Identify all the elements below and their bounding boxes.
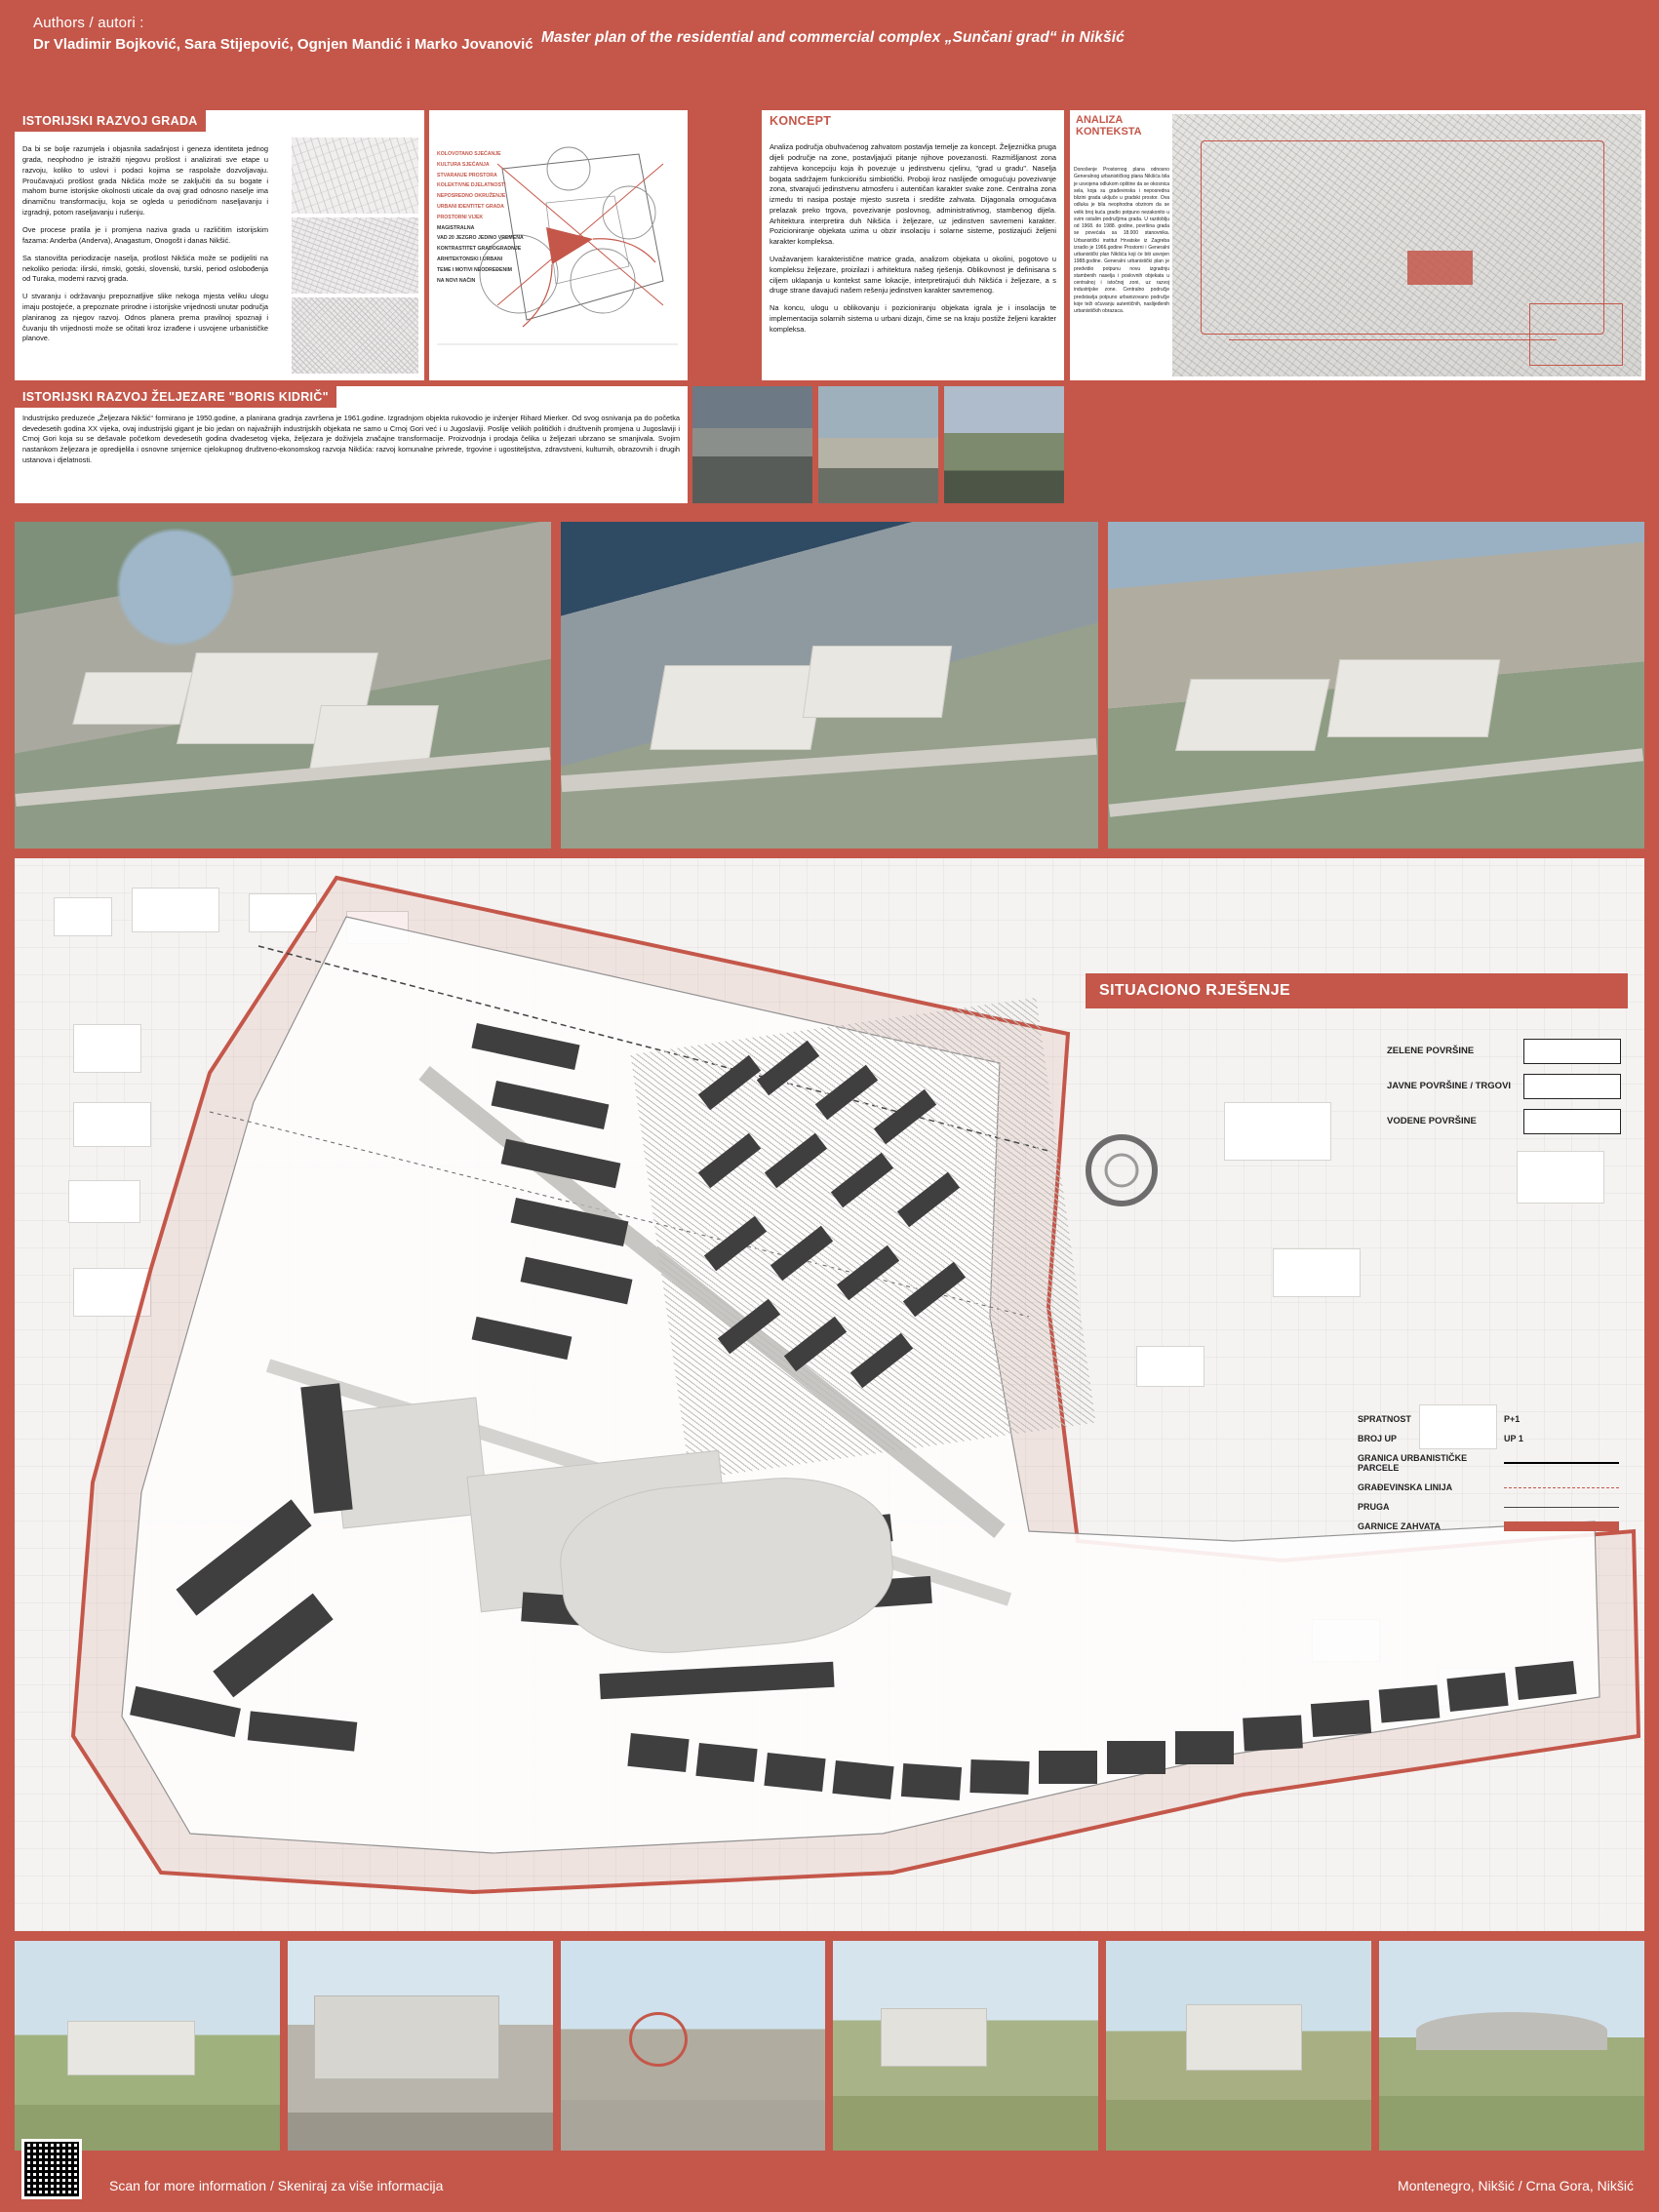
legend-symbol-garnice-zahvata	[1504, 1521, 1619, 1531]
aerial-render-3	[1108, 522, 1644, 849]
history-thumbnails	[292, 138, 418, 377]
legend-label-pruga: PRUGA	[1358, 1501, 1390, 1512]
history-paragraph-2: Ove procese pratila je i promjena naziva grada u različitim istorijskim fazama: Anderba (Anderva), Anagastum, Onogošt i danas Nikšić.	[22, 224, 268, 245]
history-paragraph-3: Sa stanovišta periodizacije naselja, prošlost Nikšića može se podijeliti na nekoliko perioda: ilirski, rimski, gotski, slovenski, turski, period oslobođenja od Turaka, moderni razvoj grada.	[22, 253, 268, 284]
concept-legend-item-3: KOLEKTIVNE DJELATNOSTI	[437, 182, 506, 189]
aerial-render-1	[15, 522, 551, 849]
panel-concept-text	[762, 110, 1064, 380]
authors-names: Dr Vladimir Bojković, Sara Stijepović, Ognjen Mandić i Marko Jovanović	[33, 35, 533, 53]
panel-history-title: ISTORIJSKI RAZVOJ GRADA	[15, 110, 206, 132]
panel-concept-diagram	[429, 110, 688, 380]
poster-header	[0, 0, 1659, 66]
legend-row-spratnost	[1358, 1414, 1621, 1425]
concept-legend-item-10: ARHITEKTONSKI I URBANI	[437, 256, 503, 262]
concept-legend-item-12: NA NOVI NAČIN	[437, 277, 476, 284]
panel-concept-title: KONCEPT	[770, 114, 832, 128]
ground-render-1	[15, 1941, 280, 2151]
panel-context-analysis	[1070, 110, 1645, 380]
ground-render-5	[1106, 1941, 1371, 2151]
concept-diagram-legend	[437, 151, 524, 288]
legend-symbol-pruga	[1504, 1507, 1619, 1508]
concept-legend-item-0: KOLOVOTANO SJEĆANJE	[437, 151, 501, 157]
legend-swatch-public	[1523, 1074, 1621, 1099]
concept-legend-item-8: VAD 20 JEZGRO JEDINO VREMENA	[437, 235, 524, 242]
legend-label-gradjevinska-linija: GRAĐEVINSKA LINIJA	[1358, 1482, 1453, 1493]
aerial-render-2	[561, 522, 1097, 849]
panel-steelworks-history	[15, 386, 688, 503]
legend-value-spratnost: P+1	[1504, 1414, 1521, 1425]
concept-legend-item-2: STVARANJE PROSTORA	[437, 172, 497, 178]
legend-label-broj-up: BROJ UP	[1358, 1433, 1398, 1443]
footer-scan-text: Scan for more information / Skeniraj za više informacija	[109, 2178, 444, 2193]
context-analysis-map	[1172, 114, 1641, 376]
legend-swatch-water	[1523, 1109, 1621, 1134]
legend-row-garnice-zahvata	[1358, 1521, 1621, 1532]
panel-steelworks-title: ISTORIJSKI RAZVOJ ŽELJEZARE "BORIS KIDRIČ"	[15, 386, 336, 408]
history-paragraph-1: Da bi se bolje razumjela i objasnila sadašnjost i geneza identiteta jednog grada, neophodno je istražiti njegovu prošlost i analizirati sve etape u razvoju, koliko to uslovi i podaci kojima se raspolaže dozvoljavaju. Proučavajući prošlost grada Nikšića može se zaključiti da su bogate i mahom burne istorijske okolnosti uticale da ovaj grad odnosno naselje ima dinamičnu transformaciju, koja se ogleda u periodičnom naseljavanju i izgradnji, potom raseljavanju i rušenju.	[22, 144, 268, 217]
steelworks-photo-3	[944, 386, 1064, 503]
concept-legend-item-9: KONTRASTITET GRADOGRADNJE	[437, 246, 522, 253]
context-detail-frame	[1529, 303, 1623, 367]
concept-legend-item-5: URBANI IDENTITET GRADA	[437, 203, 504, 210]
context-railway-line	[1229, 339, 1558, 340]
panel-history-of-city	[15, 110, 424, 380]
legend-label-public: JAVNE POVRŠINE / TRGOVI	[1387, 1081, 1512, 1092]
legend-swatch-green	[1523, 1039, 1621, 1064]
steelworks-paragraph-1: Industrijsko preduzeće „Željezara Nikšić“ formirano je 1950.godine, a planirana gradnja završena je 1961.godine. Izgradnjom objekta rukovodio je inženjer Rihard Mierker. Od svog osnivanja pa do početka devedesetih godina XX vijeka, ovaj industrijski gigant je bio jedan on najvažnijih industrijskih objekata ne samo u Crnoj Gori već i u Jugoslaviji. Poslije velikih političkih i društvenih promjena u Jugoslaviji i Crnoj Gori koja su se dešavale početkom devedesetih godina dvadesetog vijeka, željezara je doživjela značajne transformacije. Proizvodnja i prodaja čelika u željezari ubrzano se smanjivala. Svojim nastankom željezara je opredijelila i osnovne smjernice cjelokupnog društveno-ekonomskog razvoja Nikšića: razvoj komunalne privrede, trgovine i ugostiteljstva, zdravstveni, kulturnih, obrazovnih i drugih ustanova i djelatnosti.	[22, 414, 680, 464]
concept-legend-item-1: KULTURA SJEĆANJA	[437, 161, 490, 168]
legend-label-granica-parcele: GRANICA URBANISTIČKE PARCELE	[1358, 1452, 1468, 1474]
legend-row-green-surfaces	[1387, 1039, 1621, 1064]
legend-value-broj-up: UP 1	[1504, 1434, 1523, 1444]
analiza-sidetext: Donošenje Prostornog plana odnosno Generalnog urbanističkog plana Nikšića bila je usvojena odlukom opštine da se okosnica sela, koja su građevinska i neposredna blizini grada uključe u gradski prostor. Ova odluka je bila neophodna obzirom da se velik broj kuća gradio potpuno nezakonito u svim ostalim područjima grada. U razdoblju od 1968. do 1988. godine, površina grada se povećala sa 18.000 stanovnika. Urbanistički institut Hrvatske iz Zagreba izradio je 1966.godine Prostorni i Generalni urbanistički plan Nikšića koji će biti usvojen 1988.godine. Generalni urbanistički plan je predvidio potpunu novu izgradnju stambenih naselja i poslovnih objekata u centralnoj i istočnoj zoni, uz razvoj industrijske zone. Centralno područje predstavlja potpuno urbanizovano područje koje teži očuvanju autentičnih, naslijeđenih urbanističkih obrazaca.	[1074, 167, 1169, 314]
ground-render-3	[561, 1941, 826, 2151]
ground-render-2	[288, 1941, 553, 2151]
steelworks-photos	[692, 386, 1064, 503]
steelworks-photo-2	[818, 386, 938, 503]
analiza-title-line2: KONTEKSTA	[1076, 126, 1142, 138]
legend-row-pruga	[1358, 1502, 1621, 1513]
historic-map-thumbnail-1	[292, 138, 418, 214]
legend-row-broj-up	[1358, 1434, 1621, 1444]
legend-symbol-granica-parcele	[1504, 1462, 1619, 1464]
page-title: Master plan of the residential and commercial complex „Sunčani grad“ in Nikšić	[541, 29, 1125, 46]
concept-paragraph-3: Na koncu, ulogu u oblikovanju i pozicioniranju objekata igrala je i insolacija te implementacija solarnih sistema u urbani dizajn, čime se na kraju postiže željeni karakter kompleksa.	[770, 303, 1056, 334]
aerial-render-row	[15, 522, 1644, 849]
poster-footer	[0, 2160, 1659, 2212]
concept-legend-item-6: PROSTORNI VIJEK	[437, 214, 484, 220]
site-plan-symbol-legend	[1358, 1414, 1621, 1541]
qr-code[interactable]	[21, 2139, 82, 2199]
concept-legend-item-11: TEME I MOTIVI NEODREĐENIM	[437, 266, 512, 273]
concept-legend-item-4: NEPOSREDNO OKRUŽENJE	[437, 193, 506, 200]
legend-symbol-gradjevinska-linija	[1504, 1487, 1619, 1488]
legend-row-water-surfaces	[1387, 1109, 1621, 1134]
historic-map-thumbnail-3	[292, 297, 418, 374]
legend-label-spratnost: SPRATNOST	[1358, 1414, 1411, 1424]
legend-row-public-surfaces	[1387, 1074, 1621, 1099]
legend-row-granica-parcele	[1358, 1453, 1621, 1475]
site-plan-surface-legend	[1387, 1039, 1621, 1144]
authors-label: Authors / autori :	[33, 14, 144, 31]
analiza-title-line1: ANALIZA	[1076, 114, 1124, 126]
legend-label-water: VODENE POVRŠINE	[1387, 1116, 1477, 1127]
ground-level-render-row	[15, 1941, 1644, 2151]
legend-row-gradjevinska-linija	[1358, 1482, 1621, 1493]
site-plan-title: SITUACIONO RJEŠENJE	[1086, 973, 1628, 1008]
authors-block	[0, 15, 533, 53]
steelworks-photo-1	[692, 386, 812, 503]
historic-map-thumbnail-2	[292, 217, 418, 294]
footer-location: Montenegro, Nikšić / Crna Gora, Nikšić	[1398, 2178, 1634, 2193]
legend-label-green: ZELENE POVRŠINE	[1387, 1046, 1475, 1057]
qr-code-pattern	[24, 2142, 79, 2196]
ground-render-4	[833, 1941, 1098, 2151]
concept-paragraph-1: Analiza područja obuhvaćenog zahvatom postavlja temelje za koncept. Željeznička pruga dijeli područje na zone, postavljajući pitanje njihove povezanosti. Razmišljanost zona zahtijeva koncepciju koja ih povezuje u jedinstvenu cjelinu, "grad u gradu". Naselja bogata sadržajem funkcionišu simbiotički. Proboji kroz naslijeđe omogućuju povezivanje zona, stvarajući jedinstvenu atmosferu i autentičan karakter svake zone. Centralna zona izmedu tri nasipa postaje mjesto susreta i središte zahvata. Dijagonala omogućava prelazak preko trgova, povezivanje poslovnog, administrativnog, stambenog dijela. Arhitektura interpretira duh Nikšića i željezare, uz jedinstven savremeni karakter. Pozicioniranje objekata uzima u obzir insolaciju i solarne sisteme, postizajući željeni karakter kompleksa.	[770, 142, 1056, 246]
site-plan	[15, 858, 1644, 1931]
history-paragraph-4: U stvaranju i održavanju prepoznatljive slike nekoga mjesta veliku ulogu imaju postojeće, a prepoznate prirodne i istorijske vrijednosti unutar područja planiranog za njegov razvoj. Odnos planera prema pravilnoj spoznaji i čuvanju tih vrijednosti može se očitati kroz izrađene i usvojene urbanističke planove.	[22, 292, 268, 343]
ground-render-6	[1379, 1941, 1644, 2151]
context-site-highlight	[1407, 251, 1473, 285]
concept-legend-item-7: MAGISTRALNA	[437, 224, 475, 231]
concept-paragraph-2: Uvažavanjem karakteristične matrice grada, analizom objekata u okolini, pogotovo u kompleksu željezare, proizilazi i arhitektura našeg rješenja. Oblikovnost je definisana s ciljem uklapanja u kontekst same lokacije, interpretirajući duh Nikšića i željezare, a s druge strane davajući našem rešenju jedinstven karakter savremenog.	[770, 255, 1056, 296]
legend-label-garnice-zahvata: GARNICE ZAHVATA	[1358, 1521, 1441, 1531]
